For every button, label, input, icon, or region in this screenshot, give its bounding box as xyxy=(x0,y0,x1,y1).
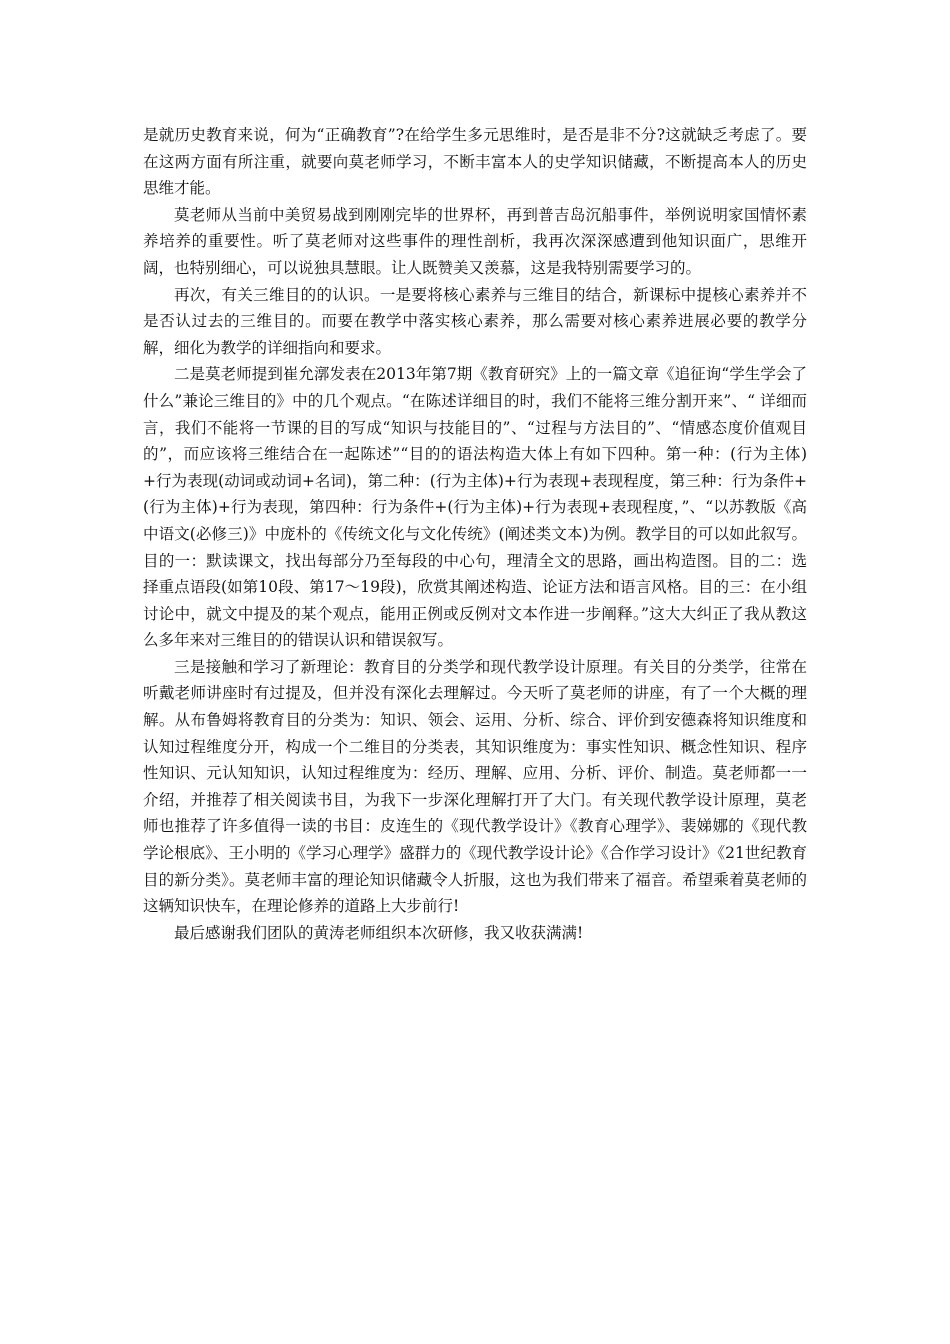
paragraph-patriotism-examples: 莫老师从当前中美贸易战到刚刚完毕的世界杯，再到普吉岛沉船事件，举例说明家国情怀素养培养的重要性。听了莫老师对这些事件的理性剖析，我再次深深感遭到他知识面广，思维开阔，也特别细心，可以说独具慧眼。让人既赞美又羡慕，这是我特别需要学习的。 xyxy=(143,205,807,277)
paragraph-new-theory: 三是接触和学习了新理论：教育目的分类学和现代教学设计原理。有关目的分类学，往常在听戴老师讲座时有过提及，但并没有深化去理解过。今天听了莫老师的讲座，有了一个大概的理解。从布鲁姆将教育目的分类为：知识、领会、运用、分析、综合、评价到安德森将知识维度和认知过程维度分开，构成一个二维目的分类表，其知识维度为：事实性知识、概念性知识、程序性知识、元认知知识，认知过程维度为：经历、理解、应用、分析、评价、制造。莫老师都一一介绍，并推荐了相关阅读书目，为我下一步深化理解打开了大门。有关现代教学设计原理，莫老师也推荐了许多值得一读的书目：皮连生的《现代教学设计》《教育心理学》、裴娣娜的《现代教学论根底》、王小明的《学习心理学》盛群力的《现代教学设计论》《合作学习设计》《21世纪教育目的新分类》。莫老师丰富的理论知识储藏令人折服，这也为我们带来了福音。希望乘着莫老师的这辆知识快车，在理论修养的道路上大步前行! xyxy=(143,657,807,916)
paragraph-goal-syntax: 二是莫老师提到崔允漷发表在2013年第7期《教育研究》上的一篇文章《追征询“学生学会了什么”兼论三维目的》中的几个观点。“在陈述详细目的时，我们不能将三维分割开来”、“ 详细而言，我们不能将一节课的目的写成“知识与技能目的”、“过程与方法目的”、“情感态度价值观目的”，而应该将三维结合在一起陈述”“目的的语法构造大体上有如下四种。第一种：(行为主体)+行为表现(动词或动词+名词)，第二种：(行为主体)+行为表现+表现程度，第三种：行为条件+(行为主体)+行为表现，第四种：行为条件+(行为主体)+行为表现+表现程度，”、“以苏教版《高中语文(必修三)》中庞朴的《传统文化与文化传统》(阐述类文本)为例。教学目的可以如此叙写。目的一：默读课文，找出每部分乃至每段的中心句，理清全文的思路，画出构造图。目的二：选择重点语段(如第10段、第17～19段)，欣赏其阐述构造、论证方法和语言风格。目的三：在小组讨论中，就文中提及的某个观点，能用正例或反例对文本作进一步阐释。”这大大纠正了我从教这么多年来对三维目的的错误认识和错误叙写。 xyxy=(143,365,807,650)
paragraph-thanks: 最后感谢我们团队的黄涛老师组织本次研修，我又收获满满! xyxy=(174,923,584,942)
paragraph-history-education: 是就历史教育来说，何为“正确教育”?在给学生多元思维时，是否是非不分?这就缺乏考虑了。要在这两方面有所注重，就要向莫老师学习，不断丰富本人的史学知识储藏，不断提高本人的历史思维才能。 xyxy=(143,126,807,198)
paragraph-three-dimensional-goals: 再次，有关三维目的的认识。一是要将核心素养与三维目的结合，新课标中提核心素养并不是否认过去的三维目的。而要在教学中落实核心素养，那么需要对核心素养进展必要的教学分解，细化为教学的详细指向和要求。 xyxy=(143,285,807,357)
document-body xyxy=(143,122,807,946)
